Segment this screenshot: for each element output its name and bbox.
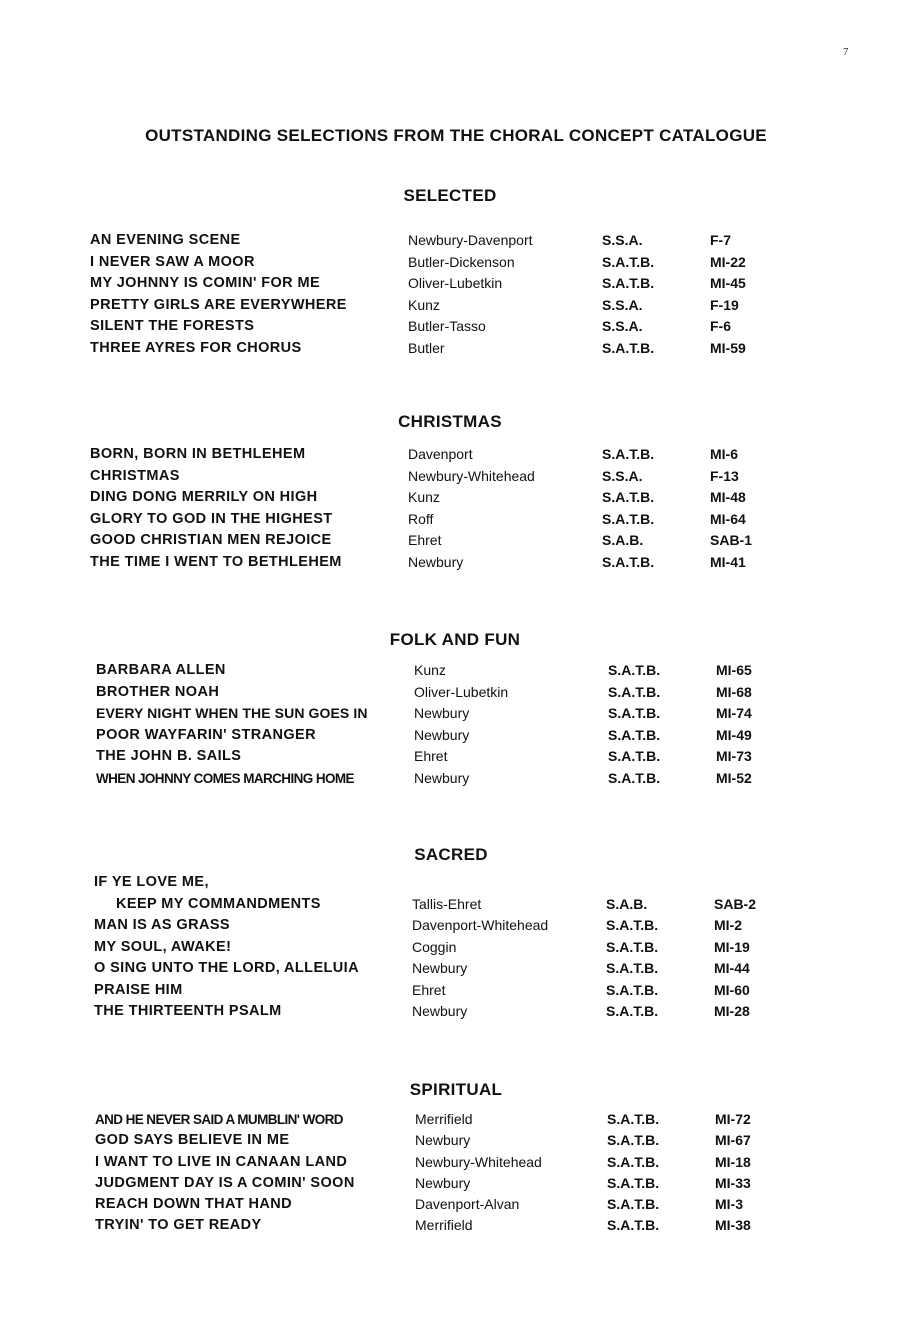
composer: Kunz bbox=[408, 489, 440, 505]
voicing: S.A.T.B. bbox=[607, 1175, 660, 1191]
voicing: S.A.T.B. bbox=[606, 917, 659, 933]
voicing: S.A.T.B. bbox=[608, 727, 661, 743]
composer: Kunz bbox=[414, 662, 446, 678]
composer: Newbury bbox=[412, 960, 468, 976]
catalog-number: MI-73 bbox=[716, 748, 752, 764]
list-item bbox=[94, 1001, 794, 1022]
catalog-number: MI-28 bbox=[714, 1003, 750, 1019]
catalog-number: MI-65 bbox=[716, 662, 752, 678]
composer: Roff bbox=[408, 511, 434, 527]
composer: Butler-Tasso bbox=[408, 318, 486, 334]
voicing: S.A.T.B. bbox=[608, 748, 661, 764]
catalog-number: SAB-1 bbox=[710, 532, 753, 548]
composer: Ehret bbox=[412, 982, 446, 998]
section-heading-sacred: SACRED bbox=[414, 845, 488, 864]
piece-title: MY JOHNNY IS COMIN' FOR ME bbox=[90, 275, 321, 291]
list-item bbox=[90, 230, 790, 251]
piece-title: CHRISTMAS bbox=[90, 468, 180, 484]
piece-title: GLORY TO GOD IN THE HIGHEST bbox=[90, 511, 333, 527]
composer: Davenport bbox=[408, 446, 473, 462]
section-heading-christmas: CHRISTMAS bbox=[398, 412, 502, 431]
composer: Oliver-Lubetkin bbox=[408, 275, 503, 291]
composer: Ehret bbox=[408, 532, 442, 548]
voicing: S.A.T.B. bbox=[608, 770, 661, 786]
voicing: S.A.T.B. bbox=[607, 1154, 660, 1170]
catalog-number: F-13 bbox=[710, 468, 739, 484]
voicing: S.A.T.B. bbox=[608, 662, 661, 678]
list-item bbox=[96, 746, 796, 767]
voicing: S.A.T.B. bbox=[602, 489, 655, 505]
piece-title: BARBARA ALLEN bbox=[96, 662, 226, 678]
catalog-number: MI-68 bbox=[716, 684, 752, 700]
catalog-number: MI-38 bbox=[715, 1217, 751, 1233]
voicing: S.A.T.B. bbox=[602, 446, 655, 462]
composer: Newbury bbox=[415, 1132, 471, 1148]
catalog-number: MI-3 bbox=[715, 1196, 743, 1212]
catalog-number: MI-60 bbox=[714, 982, 750, 998]
catalog-number: MI-41 bbox=[710, 554, 746, 570]
catalog-number: MI-64 bbox=[710, 511, 746, 527]
list-item bbox=[94, 958, 794, 979]
list-item bbox=[94, 894, 794, 915]
voicing: S.A.B. bbox=[602, 532, 644, 548]
composer: Newbury-Whitehead bbox=[408, 468, 535, 484]
list-item bbox=[95, 1215, 795, 1236]
list-item bbox=[95, 1194, 795, 1215]
piece-title: IF YE LOVE ME, bbox=[94, 874, 209, 890]
section-heading-spiritual: SPIRITUAL bbox=[409, 1080, 503, 1099]
composer: Davenport-Whitehead bbox=[412, 917, 549, 933]
piece-title: THE TIME I WENT TO BETHLEHEM bbox=[90, 554, 342, 570]
composer: Merrifield bbox=[415, 1217, 473, 1233]
list-item bbox=[90, 338, 790, 359]
list-item bbox=[90, 509, 790, 530]
catalog-number: F-6 bbox=[710, 318, 731, 334]
list-item bbox=[96, 703, 796, 724]
page-number: 7 bbox=[843, 46, 849, 58]
piece-title: TRYIN' TO GET READY bbox=[95, 1217, 262, 1233]
piece-title: EVERY NIGHT WHEN THE SUN GOES IN bbox=[96, 705, 368, 721]
composer: Newbury-Davenport bbox=[408, 232, 533, 248]
piece-title: GOD SAYS BELIEVE IN ME bbox=[95, 1132, 290, 1148]
piece-title: GOOD CHRISTIAN MEN REJOICE bbox=[90, 532, 332, 548]
list-item bbox=[90, 487, 790, 508]
voicing: S.A.T.B. bbox=[607, 1111, 660, 1127]
list-item bbox=[94, 872, 794, 893]
catalog-number: MI-19 bbox=[714, 939, 750, 955]
composer: Newbury bbox=[415, 1175, 471, 1191]
list-item bbox=[94, 915, 794, 936]
catalog-number: MI-44 bbox=[714, 960, 750, 976]
voicing: S.A.T.B. bbox=[602, 554, 655, 570]
piece-title: BROTHER NOAH bbox=[96, 684, 220, 700]
composer: Tallis-Ehret bbox=[412, 896, 482, 912]
composer: Ehret bbox=[414, 748, 448, 764]
catalog-number: F-19 bbox=[710, 297, 739, 313]
catalog-number: MI-22 bbox=[710, 254, 746, 270]
voicing: S.S.A. bbox=[602, 468, 643, 484]
piece-title: THE THIRTEENTH PSALM bbox=[94, 1003, 282, 1019]
list-item bbox=[96, 682, 796, 703]
piece-title: REACH DOWN THAT HAND bbox=[95, 1196, 293, 1212]
catalog-number: MI-18 bbox=[715, 1154, 751, 1170]
piece-title: DING DONG MERRILY ON HIGH bbox=[90, 489, 318, 505]
composer: Newbury bbox=[408, 554, 464, 570]
piece-title: THE JOHN B. SAILS bbox=[96, 748, 242, 764]
piece-title: AN EVENING SCENE bbox=[90, 232, 241, 248]
list-item bbox=[90, 552, 790, 573]
voicing: S.A.T.B. bbox=[606, 982, 659, 998]
piece-title: BORN, BORN IN BETHLEHEM bbox=[90, 446, 306, 462]
piece-title: KEEP MY COMMANDMENTS bbox=[116, 896, 321, 912]
section-heading-selected: SELECTED bbox=[403, 186, 497, 205]
list-item bbox=[96, 768, 796, 789]
list-item bbox=[90, 273, 790, 294]
composer: Coggin bbox=[412, 939, 457, 955]
voicing: S.A.T.B. bbox=[602, 254, 655, 270]
list-item bbox=[96, 725, 796, 746]
piece-title: I NEVER SAW A MOOR bbox=[90, 254, 255, 270]
composer: Oliver-Lubetkin bbox=[414, 684, 509, 700]
piece-title: I WANT TO LIVE IN CANAAN LAND bbox=[95, 1154, 348, 1170]
list-item bbox=[94, 980, 794, 1001]
catalog-number: MI-49 bbox=[716, 727, 752, 743]
list-item bbox=[95, 1173, 795, 1194]
voicing: S.A.T.B. bbox=[602, 275, 655, 291]
list-item bbox=[90, 295, 790, 316]
list-item bbox=[96, 660, 796, 681]
list-item bbox=[95, 1130, 795, 1151]
list-item bbox=[94, 937, 794, 958]
voicing: S.S.A. bbox=[602, 297, 643, 313]
catalog-number: MI-6 bbox=[710, 446, 738, 462]
list-item bbox=[95, 1109, 795, 1130]
catalog-number: MI-74 bbox=[716, 705, 752, 721]
piece-title: MAN IS AS GRASS bbox=[94, 917, 230, 933]
list-item bbox=[90, 316, 790, 337]
voicing: S.S.A. bbox=[602, 318, 643, 334]
voicing: S.A.T.B. bbox=[607, 1132, 660, 1148]
section-heading-folk-and-fun: FOLK AND FUN bbox=[389, 630, 521, 649]
piece-title: JUDGMENT DAY IS A COMIN' SOON bbox=[95, 1175, 355, 1191]
piece-title: O SING UNTO THE LORD, ALLELUIA bbox=[94, 960, 359, 976]
page-title: OUTSTANDING SELECTIONS FROM THE CHORAL CONCEPT CATALOGUE bbox=[145, 126, 767, 145]
list-item bbox=[90, 252, 790, 273]
voicing: S.A.T.B. bbox=[608, 705, 661, 721]
composer: Kunz bbox=[408, 297, 440, 313]
catalog-number: MI-2 bbox=[714, 917, 742, 933]
composer: Newbury bbox=[414, 727, 470, 743]
voicing: S.A.T.B. bbox=[602, 511, 655, 527]
catalog-number: MI-48 bbox=[710, 489, 746, 505]
piece-title: PRETTY GIRLS ARE EVERYWHERE bbox=[90, 297, 347, 313]
catalog-number: SAB-2 bbox=[714, 896, 757, 912]
composer: Davenport-Alvan bbox=[415, 1196, 520, 1212]
catalog-number: F-7 bbox=[710, 232, 731, 248]
composer: Newbury bbox=[414, 705, 470, 721]
voicing: S.S.A. bbox=[602, 232, 643, 248]
piece-title: AND HE NEVER SAID A MUMBLIN' WORD bbox=[95, 1112, 343, 1127]
composer: Newbury bbox=[412, 1003, 468, 1019]
composer: Butler bbox=[408, 340, 445, 356]
catalog-number: MI-52 bbox=[716, 770, 752, 786]
voicing: S.A.T.B. bbox=[602, 340, 655, 356]
voicing: S.A.T.B. bbox=[606, 939, 659, 955]
catalog-number: MI-33 bbox=[715, 1175, 751, 1191]
composer: Butler-Dickenson bbox=[408, 254, 515, 270]
voicing: S.A.T.B. bbox=[608, 684, 661, 700]
voicing: S.A.B. bbox=[606, 896, 648, 912]
composer: Merrifield bbox=[415, 1111, 473, 1127]
list-item bbox=[90, 530, 790, 551]
list-item bbox=[90, 466, 790, 487]
piece-title: THREE AYRES FOR CHORUS bbox=[90, 340, 302, 356]
piece-title: WHEN JOHNNY COMES MARCHING HOME bbox=[96, 771, 354, 786]
composer: Newbury bbox=[414, 770, 470, 786]
piece-title: SILENT THE FORESTS bbox=[90, 318, 255, 334]
voicing: S.A.T.B. bbox=[606, 1003, 659, 1019]
voicing: S.A.T.B. bbox=[607, 1196, 660, 1212]
composer: Newbury-Whitehead bbox=[415, 1154, 542, 1170]
catalog-number: MI-59 bbox=[710, 340, 746, 356]
piece-title: POOR WAYFARIN' STRANGER bbox=[96, 727, 316, 743]
list-item bbox=[90, 444, 790, 465]
list-item bbox=[95, 1152, 795, 1173]
catalog-number: MI-45 bbox=[710, 275, 746, 291]
voicing: S.A.T.B. bbox=[607, 1217, 660, 1233]
catalog-number: MI-72 bbox=[715, 1111, 751, 1127]
piece-title: MY SOUL, AWAKE! bbox=[94, 939, 232, 955]
piece-title: PRAISE HIM bbox=[94, 982, 183, 998]
voicing: S.A.T.B. bbox=[606, 960, 659, 976]
catalog-number: MI-67 bbox=[715, 1132, 751, 1148]
